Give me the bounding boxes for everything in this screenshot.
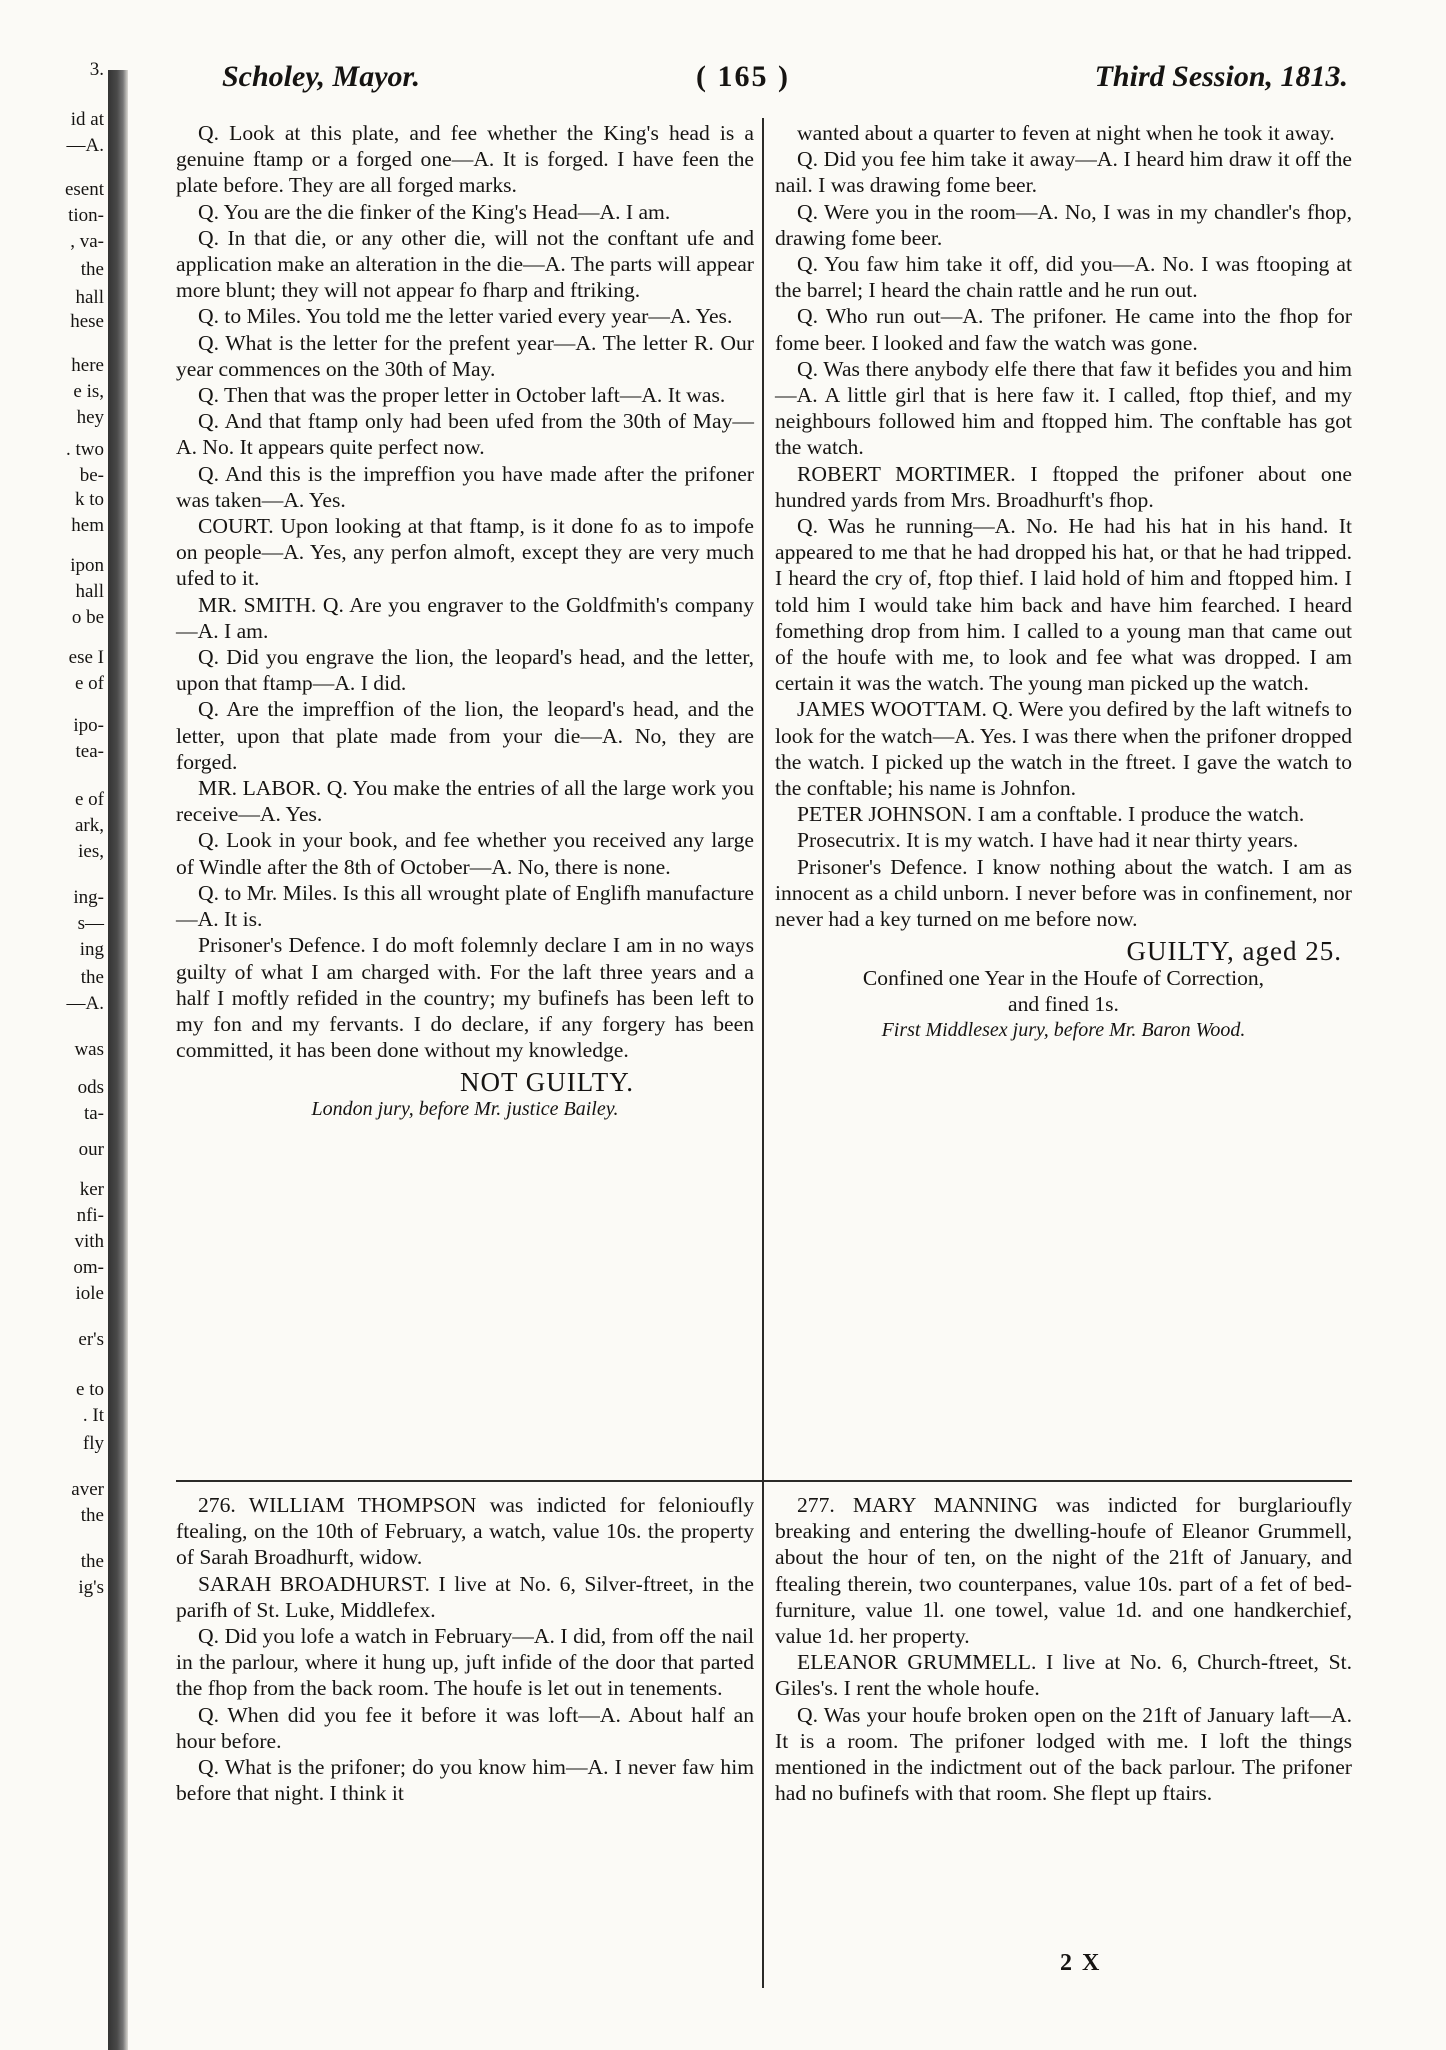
column-right-bottom	[775, 1492, 1352, 1806]
paragraph: Q. Was there anybody elfe there that faw it befides you and him—A. A little girl that is here faw it. I called, ftop thief, and my neighbours followed him and ftopped him. The conftable has got the watch.	[775, 356, 1352, 460]
margin-fragment: tea-	[75, 741, 104, 762]
paragraph: Q. to Mr. Miles. Is this all wrought plate of Englifh manufacture—A. It is.	[176, 880, 754, 932]
margin-fragment: ipon	[70, 555, 104, 576]
margin-fragment: s—	[77, 913, 104, 934]
margin-fragment: e to	[76, 1379, 104, 1400]
margin-fragment: hall	[75, 581, 104, 602]
paragraph: Q. Look in your book, and fee whether you received any large of Windle after the 8th of October—A. No, there is none.	[176, 828, 754, 879]
margin-fragment: e is,	[73, 381, 104, 402]
paragraph: COURT. Upon looking at that ftamp, is it done fo as to impofe on people—A. Yes, any perfon almoft, except they are very much ufed to it.	[176, 514, 754, 591]
margin-fragment: . It	[82, 1405, 104, 1426]
header-left: Scholey, Mayor.	[222, 60, 421, 93]
paragraph: Q. Was he running—A. No. He had his hat in his hand. It appeared to me that he had dropped his hat, or that he had tripped. I heard the cry of, ftop thief. I laid hold of him and ftopped him. I told him I would take him back and have him fearched. I heard fomething drop from him. I called to a young man that came out of the houfe with me, to look and fee what was dropped. I am certain it was the watch. The young man picked up the watch.	[775, 514, 1352, 696]
margin-fragment: ark,	[74, 815, 104, 836]
margin-fragment: iole	[75, 1283, 104, 1304]
margin-fragment: the	[80, 1551, 104, 1572]
paragraph: ROBERT MORTIMER. I ftopped the prifoner about one hundred yards from Mrs. Broadhurft's fhop.	[775, 461, 1352, 512]
paragraph: Q. When did you fee it before it was loft—A. About half an hour before.	[176, 1702, 754, 1753]
margin-fragment: ing-	[73, 887, 104, 908]
margin-fragment: ker	[79, 1179, 104, 1200]
page-number: ( 165 )	[696, 60, 790, 93]
paragraph: Q. You are the die finker of the King's Head—A. I am.	[198, 199, 671, 224]
margin-fragment: hey	[76, 407, 104, 428]
paragraph: PETER JOHNSON. I am a conftable. I produce the watch.	[797, 802, 1305, 827]
signature-mark: 2 X	[1060, 1950, 1102, 1976]
margin-fragment: . two	[66, 439, 104, 460]
paragraph: Q. Then that was the proper letter in October laft—A. It was.	[198, 383, 726, 408]
margin-fragment: nfi-	[76, 1205, 104, 1226]
margin-fragment: ies,	[78, 841, 104, 862]
margin-fragment: ta-	[83, 1103, 104, 1124]
margin-fragment: —A.	[66, 135, 104, 156]
jury-note: First Middlesex jury, before Mr. Baron Wood.	[881, 1018, 1246, 1041]
jury-note: London jury, before Mr. justice Bailey.	[311, 1097, 619, 1120]
paragraph: 276. WILLIAM THOMPSON was indicted for felonioufly ftealing, on the 10th of February, a watch, value 10s. the property of Sarah Broadhurft, widow.	[176, 1493, 754, 1570]
margin-fragment: ese I	[68, 647, 104, 668]
margin-fragment: the	[80, 967, 104, 988]
margin-fragment: be-	[79, 465, 104, 486]
margin-fragment: e of	[74, 673, 104, 694]
column-right-top	[775, 120, 1352, 1043]
margin-fragment: id at	[70, 109, 104, 130]
margin-fragment: er's	[78, 1329, 104, 1350]
sentence-line-1: Confined one Year in the Houfe of Correction,	[862, 965, 1265, 990]
column-left-bottom	[176, 1492, 754, 1806]
margin-fragment: hall	[75, 287, 104, 308]
margin-fragment: ing	[79, 939, 104, 960]
column-left-top	[176, 120, 754, 1122]
previous-page-margin	[0, 0, 106, 2048]
paragraph: Q. And this is the impreffion you have made after the prifoner was taken—A. Yes.	[176, 461, 754, 512]
paragraph: Q. Did you engrave the lion, the leopard's head, and the letter, upon that ftamp—A. I did.	[176, 645, 754, 696]
paragraph: Q. What is the prifoner; do you know him—A. I never faw him before that night. I think it	[176, 1755, 754, 1806]
verdict-guilty: GUILTY, aged 25.	[1126, 936, 1342, 967]
paragraph: 277. MARY MANNING was indicted for burglarioufly breaking and entering the dwelling-houfe of Eleanor Grummell, about the hour of ten, on the night of the 21ft of January, and ftealing therein, two counterpanes, value 10s. part of a fet of bed-furniture, value 1l. one towel, value 1d. and one handkerchief, value 1d. her property.	[775, 1493, 1352, 1649]
section-divider	[176, 1480, 1352, 1482]
paragraph: MR. SMITH. Q. Are you engraver to the Goldfmith's company—A. I am.	[176, 592, 754, 643]
margin-fragment: our	[78, 1139, 104, 1160]
margin-fragment: the	[80, 259, 104, 280]
paragraph: Q. Was your houfe broken open on the 21ft of January laft—A. It is a room. The prifoner lodged with me. I loft the things mentioned in the indictment out of the back parlour. The prifoner had no bufinefs with that room. She flept up ftairs.	[775, 1702, 1352, 1806]
margin-fragment: o be	[71, 607, 104, 628]
margin-fragment: hem	[71, 515, 104, 536]
paragraph: Q. Were you in the room—A. No, I was in my chandler's fhop, drawing fome beer.	[775, 199, 1352, 250]
paragraph: JAMES WOOTTAM. Q. Were you defired by the laft witnefs to look for the watch—A. Yes. I was there when the prifoner dropped the watch. I picked up the watch in the ftreet. I gave the watch to the conftable; his name is Johnfon.	[775, 697, 1352, 801]
margin-fragment: —A.	[66, 993, 104, 1014]
margin-fragment: aver	[71, 1479, 104, 1500]
paragraph: Q. In that die, or any other die, will not the conftant ufe and application make an alteration in the die—A. The parts will appear more blunt; they will not appear fo fharp and ftriking.	[176, 225, 754, 303]
binding-gutter	[108, 70, 128, 2050]
column-divider	[762, 118, 764, 1988]
running-header	[222, 60, 1348, 104]
paragraph: Q. Look at this plate, and fee whether the King's head is a genuine ftamp or a forged one—A. It is forged. I have feen the plate before. They are all forged marks.	[176, 121, 754, 198]
paragraph: Q. And that ftamp only had been ufed from the 30th of May—A. No. It appears quite perfect now.	[176, 409, 754, 460]
paragraph: MR. LABOR. Q. You make the entries of all the large work you receive—A. Yes.	[176, 776, 754, 827]
margin-fragment: hese	[70, 311, 104, 332]
paragraph: Prisoner's Defence. I do moft folemnly declare I am in no ways guilty of what I am charged with. For the laft three years and a half I moftly refided in the country; my bufinefs has been left to my fon and my fervants. I do declare, if any forgery has been committed, it has been done without my knowledge.	[176, 933, 754, 1063]
sentence-line-2: and fined 1s.	[1008, 991, 1119, 1016]
verdict-not-guilty: NOT GUILTY.	[459, 1067, 634, 1098]
paragraph: Q. What is the letter for the prefent year—A. The letter R. Our year commences on the 30th of May.	[176, 330, 754, 381]
paragraph: Q. You faw him take it off, did you—A. No. I was ftooping at the barrel; I heard the chain rattle and he run out.	[775, 252, 1352, 303]
margin-fragment: om-	[73, 1257, 104, 1278]
paragraph: wanted about a quarter to feven at night when he took it away.	[797, 121, 1335, 145]
paragraph: Prosecutrix. It is my watch. I have had it near thirty years.	[797, 828, 1299, 853]
margin-fragment: k to	[74, 489, 104, 510]
header-right: Third Session, 1813.	[1094, 60, 1348, 93]
paragraph: SARAH BROADHURST. I live at No. 6, Silver-ftreet, in the parifh of St. Luke, Middlefex.	[176, 1571, 754, 1622]
paragraph: ELEANOR GRUMMELL. I live at No. 6, Church-ftreet, St. Giles's. I rent the whole houfe.	[775, 1650, 1352, 1701]
paragraph: Q. to Miles. You told me the letter varied every year—A. Yes.	[198, 304, 733, 329]
margin-fragment: here	[71, 355, 104, 376]
margin-fragment: esent	[64, 179, 104, 200]
margin-fragment: tion-	[68, 205, 104, 226]
paragraph: Q. Did you fee him take it away—A. I heard him draw it off the nail. I was drawing fome beer.	[775, 147, 1352, 198]
margin-fragment: e of	[74, 789, 104, 810]
margin-fragment: , va-	[70, 231, 104, 252]
margin-fragment: ods	[77, 1077, 104, 1098]
paragraph: Q. Did you lofe a watch in February—A. I did, from off the nail in the parlour, where it hung up, juft infide of the door that parted the fhop from the back room. The houfe is let out in tenements.	[176, 1624, 754, 1701]
margin-fragment: the	[80, 1505, 104, 1526]
paragraph: Q. Are the impreffion of the lion, the leopard's head, and the letter, upon that plate made from your die—A. No, they are forged.	[176, 697, 754, 774]
margin-fragment: 3.	[89, 59, 104, 80]
margin-fragment: ipo-	[73, 715, 104, 736]
paragraph: Prisoner's Defence. I know nothing about the watch. I am as innocent as a child unborn. I never before was in confinement, nor never had a key turned on me before now.	[775, 854, 1352, 932]
margin-fragment: vith	[74, 1231, 104, 1252]
margin-fragment: fly	[82, 1433, 104, 1454]
paragraph: Q. Who run out—A. The prifoner. He came into the fhop for fome beer. I looked and faw the watch was gone.	[775, 304, 1352, 355]
margin-fragment: ig's	[78, 1577, 104, 1598]
margin-fragment: was	[74, 1039, 104, 1060]
